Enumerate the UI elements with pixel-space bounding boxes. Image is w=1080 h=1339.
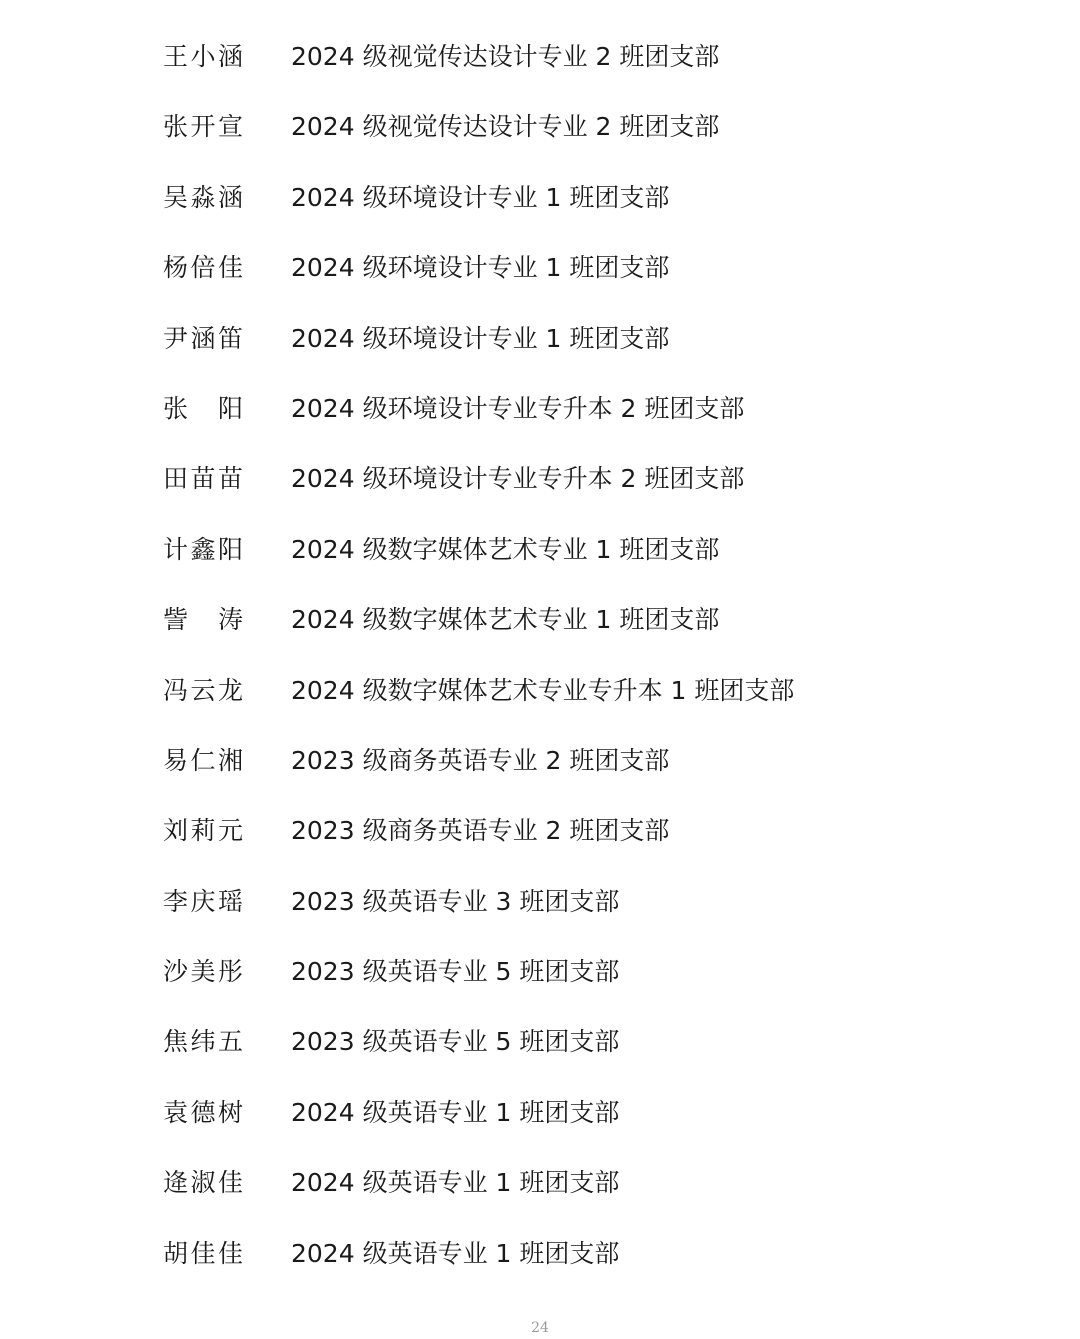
league-branch: 2024 级视觉传达设计专业 2 班团支部 — [291, 42, 720, 71]
name-list — [0, 22, 1080, 1289]
list-item — [0, 585, 1080, 655]
list-item — [0, 22, 1080, 92]
league-branch: 2024 级视觉传达设计专业 2 班团支部 — [291, 112, 720, 142]
league-branch: 2024 级环境设计专业专升本 2 班团支部 — [291, 393, 745, 423]
league-branch: 2023 级英语专业 5 班团支部 — [291, 1027, 620, 1057]
league-branch: 2024 级环境设计专业专升本 2 班团支部 — [291, 464, 745, 494]
list-item — [0, 656, 1080, 726]
list-item — [0, 937, 1080, 1007]
list-item — [0, 1007, 1080, 1077]
league-branch: 2023 级英语专业 3 班团支部 — [291, 886, 620, 916]
league-branch: 2024 级数字媒体艺术专业专升本 1 班团支部 — [291, 675, 795, 705]
person-name: 冯云龙 — [163, 675, 243, 705]
league-branch: 2024 级数字媒体艺术专业 1 班团支部 — [291, 605, 720, 635]
person-name: 訾涛 — [163, 605, 243, 635]
league-branch: 2023 级商务英语专业 2 班团支部 — [291, 816, 670, 846]
list-item — [0, 867, 1080, 937]
list-item — [0, 304, 1080, 374]
list-item — [0, 444, 1080, 514]
league-branch: 2024 级英语专业 1 班团支部 — [291, 1097, 620, 1127]
person-name: 易仁湘 — [163, 745, 243, 775]
person-name: 张开宣 — [163, 112, 243, 142]
person-name: 王小涵 — [163, 42, 243, 71]
list-item — [0, 163, 1080, 233]
list-item — [0, 515, 1080, 585]
league-branch: 2023 级英语专业 5 班团支部 — [291, 957, 620, 987]
list-item — [0, 1148, 1080, 1218]
person-name: 张阳 — [163, 393, 243, 423]
league-branch: 2024 级环境设计专业 1 班团支部 — [291, 253, 670, 283]
list-item — [0, 1078, 1080, 1148]
list-item — [0, 796, 1080, 866]
person-name: 胡佳佳 — [163, 1238, 243, 1268]
person-name: 焦纬五 — [163, 1027, 243, 1057]
list-item — [0, 233, 1080, 303]
person-name: 逄淑佳 — [163, 1168, 243, 1198]
person-name: 田苗苗 — [163, 464, 243, 494]
league-branch: 2024 级英语专业 1 班团支部 — [291, 1168, 620, 1198]
person-name: 吴淼涵 — [163, 182, 243, 212]
list-item — [0, 726, 1080, 796]
person-name: 刘莉元 — [163, 816, 243, 846]
person-name: 袁德树 — [163, 1097, 243, 1127]
league-branch: 2023 级商务英语专业 2 班团支部 — [291, 745, 670, 775]
person-name: 沙美彤 — [163, 957, 243, 987]
league-branch: 2024 级环境设计专业 1 班团支部 — [291, 182, 670, 212]
person-name: 李庆瑶 — [163, 886, 243, 916]
person-name: 尹涵笛 — [163, 323, 243, 353]
person-name: 杨倍佳 — [163, 253, 243, 283]
page-number: 24 — [531, 1320, 549, 1336]
list-item — [0, 92, 1080, 162]
person-name: 计鑫阳 — [163, 534, 243, 564]
list-item — [0, 374, 1080, 444]
league-branch: 2024 级环境设计专业 1 班团支部 — [291, 323, 670, 353]
league-branch: 2024 级英语专业 1 班团支部 — [291, 1238, 620, 1268]
league-branch: 2024 级数字媒体艺术专业 1 班团支部 — [291, 534, 720, 564]
list-item — [0, 1219, 1080, 1289]
